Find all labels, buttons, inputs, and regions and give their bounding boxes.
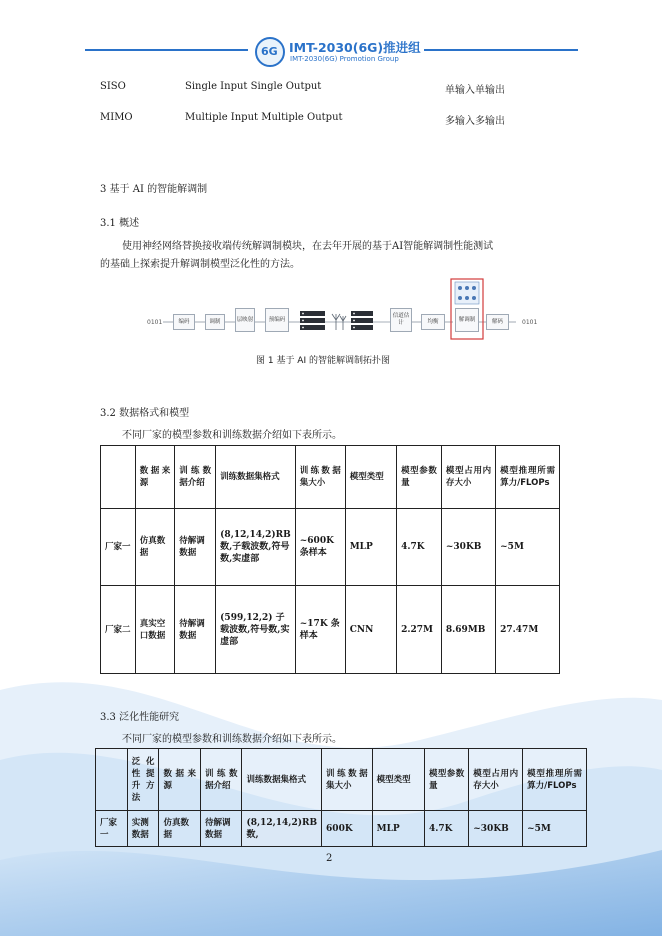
header-cell: 数据来源 (135, 446, 174, 509)
header-cell: 模型推理所需算力/FLOPs (523, 749, 587, 811)
server-icon (300, 311, 325, 330)
header-cell: 训练数据集大小 (295, 446, 345, 509)
header-rule-right (424, 49, 578, 51)
abbr-cn: 多输入多输出 (445, 116, 505, 127)
table-cell: ~600K 条样本 (295, 509, 345, 586)
header-cell: 训练数据集格式 (242, 749, 322, 811)
table-cell: (8,12,14,2)RB数,子载波数,符号数,实虚部 (216, 509, 296, 586)
table-cell: 8.69MB (441, 586, 495, 674)
header-cell: 模型占用内存大小 (469, 749, 523, 811)
header-cell: 模型推理所需算力/FLOPs (496, 446, 560, 509)
block-demodulate: 解调制 (455, 308, 479, 332)
table-cell: ~5M (523, 811, 587, 847)
block-channel-estimation: 信道估计 (390, 308, 412, 332)
paragraph-line: 不同厂家的模型参数和训练数据介绍如下表所示。 (122, 734, 342, 745)
table-cell: 厂家二 (101, 586, 136, 674)
table-cell: 仿真数据 (135, 509, 174, 586)
block-equalize: 均衡 (421, 314, 445, 330)
generalization-table (95, 748, 587, 847)
table-cell: CNN (345, 586, 396, 674)
table-row (101, 509, 560, 586)
input-bits-label: 0101 (147, 319, 163, 326)
table-cell: MLP (372, 811, 424, 847)
header-cell: 训练数据集格式 (216, 446, 296, 509)
header-cell: 训练数据介绍 (175, 446, 216, 509)
server-icon (351, 311, 373, 330)
abbr-full: Multiple Input Multiple Output (185, 112, 343, 123)
header-cell: 训练数据介绍 (200, 749, 242, 811)
table-cell: ~17K 条样本 (295, 586, 345, 674)
table-cell: 27.47M (496, 586, 560, 674)
table-cell: 待解调数据 (175, 509, 216, 586)
block-layer-mapping: 层映射 (235, 308, 255, 332)
table-cell: 4.7K (424, 811, 468, 847)
table-row (101, 586, 560, 674)
subsection-heading: 3.2 数据格式和模型 (100, 408, 190, 419)
header-cell: 模型参数量 (397, 446, 442, 509)
table-header-row (101, 446, 560, 509)
paragraph-line: 不同厂家的模型参数和训练数据介绍如下表所示。 (122, 430, 342, 441)
header-cell: 模型类型 (345, 446, 396, 509)
block-precoding: 预编码 (265, 308, 289, 332)
subsection-heading: 3.1 概述 (100, 218, 140, 229)
table-cell: ~30KB (469, 811, 523, 847)
table-cell: 仿真数据 (159, 811, 201, 847)
paragraph-line: 的基础上探索提升解调制模型泛化性的方法。 (100, 259, 300, 270)
table-cell: 2.27M (397, 586, 442, 674)
header-cell: 模型参数量 (424, 749, 468, 811)
table-cell: (8,12,14,2)RB数, (242, 811, 322, 847)
model-params-table (100, 445, 560, 674)
table-header-row (96, 749, 587, 811)
header-cell: 模型类型 (372, 749, 424, 811)
header-cell: 模型占用内存大小 (441, 446, 495, 509)
block-encode: 编码 (173, 314, 195, 330)
header-subtitle: IMT-2030(6G) Promotion Group (290, 55, 399, 63)
figure-caption: 图 1 基于 AI 的智能解调制拓扑图 (256, 356, 390, 366)
table-cell: 实测数据 (127, 811, 159, 847)
output-bits-label: 0101 (522, 319, 538, 326)
neural-network-icon (455, 282, 479, 304)
table-cell: 厂家一 (96, 811, 128, 847)
header-cell: 泛化性提升方法 (127, 749, 159, 811)
header-title: IMT-2030(6G)推进组 (289, 40, 421, 55)
table-cell: ~30KB (441, 509, 495, 586)
section-heading: 3 基于 AI 的智能解调制 (100, 184, 208, 195)
table-cell: ~5M (496, 509, 560, 586)
demodulation-topology-figure (143, 278, 543, 340)
table-row (96, 811, 587, 847)
abbr-full: Single Input Single Output (185, 81, 322, 92)
table-cell: 待解调数据 (175, 586, 216, 674)
header-cell (96, 749, 128, 811)
abbr-term: MIMO (100, 112, 133, 123)
table-cell: 4.7K (397, 509, 442, 586)
subsection-heading: 3.3 泛化性能研究 (100, 712, 180, 723)
table-cell: MLP (345, 509, 396, 586)
paragraph-line: 使用神经网络替换接收端传统解调制模块，在去年开展的基于AI智能解调制性能测试 (122, 241, 494, 252)
table-cell: 待解调数据 (200, 811, 242, 847)
block-modulate: 调制 (205, 314, 225, 330)
abbr-term: SISO (100, 81, 126, 92)
table-cell: (599,12,2) 子载波数,符号数,实虚部 (216, 586, 296, 674)
table-cell: 真实空口数据 (135, 586, 174, 674)
table-cell: 厂家一 (101, 509, 136, 586)
header-rule-left (85, 49, 248, 51)
header-cell (101, 446, 136, 509)
header-cell: 数据来源 (159, 749, 201, 811)
page-number: 2 (326, 853, 333, 864)
header-cell: 训练数据集大小 (322, 749, 373, 811)
table-cell: 600K (322, 811, 373, 847)
figure-connectors (143, 278, 543, 340)
logo-text: 6G (261, 45, 278, 58)
block-decode: 解码 (486, 314, 509, 330)
abbr-cn: 单输入单输出 (445, 85, 505, 96)
